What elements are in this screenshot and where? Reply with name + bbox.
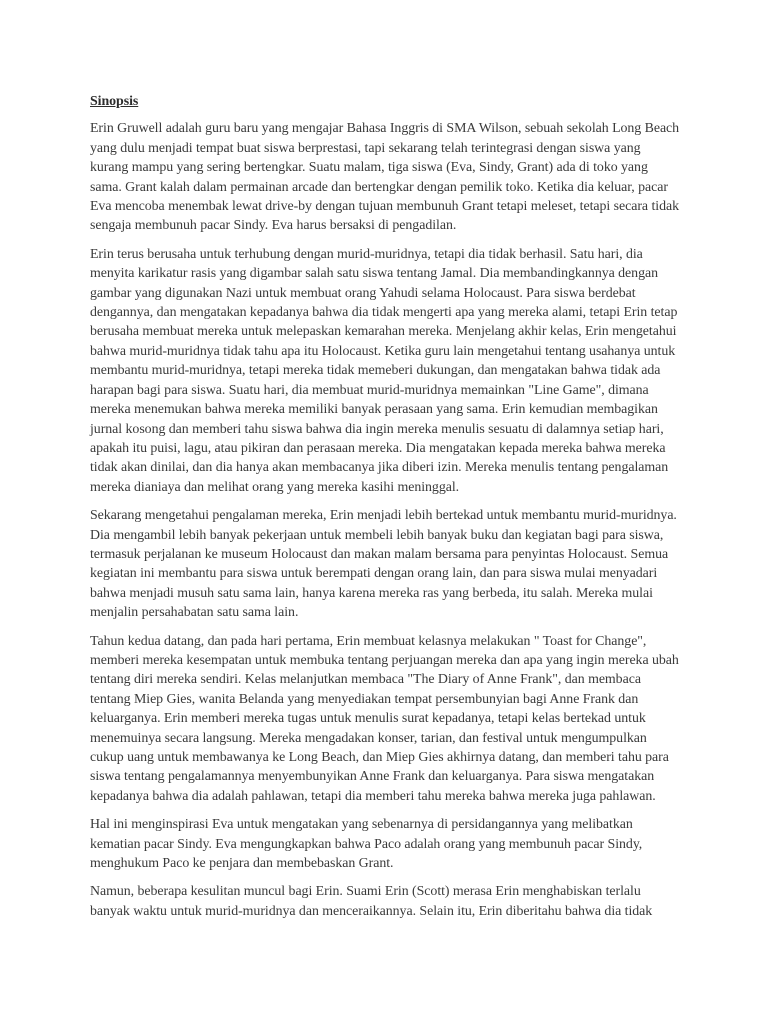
page-title: Sinopsis xyxy=(90,94,139,109)
paragraph-3: Sekarang mengetahui pengalaman mereka, Erin menjadi lebih bertekad untuk membantu murid-muridnya. Dia mengambil lebih banyak pekerjaan untuk membeli lebih banyak buku dan kegiatan bagi para siswa, termasuk perjalanan ke museum Holocaust dan makan malam bersama para penyintas Holocaust. Semua kegiatan ini membantu para siswa untuk berempati dengan orang lain, dan para siswa mulai menyadari bahwa menjadi musuh satu sama lain, hanya karena mereka ras yang berbeda, itu salah. Mereka mulai menjalin persahabatan satu sama lain. xyxy=(90,508,677,621)
paragraph-5: Hal ini menginspirasi Eva untuk mengatakan yang sebenarnya di persidangannya yang melibatkan kematian pacar Sindy. Eva mengungkapkan bahwa Paco adalah orang yang membunuh pacar Sindy, menghukum Paco ke penjara dan membebaskan Grant. xyxy=(90,817,643,872)
paragraph-6: Namun, beberapa kesulitan muncul bagi Erin. Suami Erin (Scott) merasa Erin menghabiskan terlalu banyak waktu untuk murid-muridnya dan menceraikannya. Selain itu, Erin diberitahu bahwa dia tidak xyxy=(90,884,653,919)
document-body xyxy=(90,92,680,930)
paragraph-1: Erin Gruwell adalah guru baru yang mengajar Bahasa Inggris di SMA Wilson, sebuah sekolah Long Beach yang dulu menjadi tempat buat siswa berprestasi, tapi sekarang telah terintegrasi dengan siswa yang kurang mampu yang sering bertengkar. Suatu malam, tiga siswa (Eva, Sindy, Grant) ada di toko yang sama. Grant kalah dalam permainan arcade dan bertengkar dengan pemilik toko. Ketika dia keluar, pacar Eva mencoba menembak lewat drive-by dengan tujuan membunuh Grant tetapi meleset, tetapi secara tidak sengaja membunuh pacar Sindy. Eva harus bersaksi di pengadilan. xyxy=(90,121,680,234)
paragraph-4: Tahun kedua datang, dan pada hari pertama, Erin membuat kelasnya melakukan " Toast for Change", memberi mereka kesempatan untuk membuka tentang perjuangan mereka dan apa yang ingin mereka ubah tentang diri mereka sendiri. Kelas melanjutkan membaca "The Diary of Anne Frank", dan membaca tentang Miep Gies, wanita Belanda yang menyediakan tempat persembunyian bagi Anne Frank dan keluarganya. Erin memberi mereka tugas untuk menulis surat kepadanya, tetapi kelas bertekad untuk menemuinya secara langsung. Mereka mengadakan konser, tarian, dan festival untuk mengumpulkan cukup uang untuk membawanya ke Long Beach, dan Miep Gies akhirnya datang, dan memberi tahu para siswa tentang pengalamannya menyembunyikan Anne Frank dan keluarganya. Para siswa mengatakan kepadanya bahwa dia adalah pahlawan, tetapi dia memberi tahu mereka bahwa mereka juga pahlawan. xyxy=(90,633,679,804)
paragraph-2: Erin terus berusaha untuk terhubung dengan murid-muridnya, tetapi dia tidak berhasil. Satu hari, dia menyita karikatur rasis yang digambar salah satu siswa tentang Jamal. Dia membandingkannya dengan gambar yang digunakan Nazi untuk membuat orang Yahudi selama Holocaust. Para siswa berdebat dengannya, dan mengatakan kepadanya bahwa dia tidak mengerti apa yang mereka alami, tetapi Erin tetap berusaha membuat mereka untuk melepaskan kemarahan mereka. Menjelang akhir kelas, Erin mengetahui bahwa murid-muridnya tidak tahu apa itu Holocaust. Ketika guru lain mengetahui tentang usahanya untuk membantu murid-muridnya, tetapi mereka tidak memeberi dukungan, dan mengatakan bahwa tidak ada harapan bagi para siswa. Suatu hari, dia membuat murid-muridnya memainkan "Line Game", dimana mereka menemukan bahwa mereka memiliki banyak perasaan yang sama. Erin kemudian membagikan jurnal kosong dan memberi tahu siswa bahwa dia ingin mereka menulis sesuatu di dalamnya setiap hari, apakah itu puisi, lagu, atau pikiran dan perasaan mereka. Dia mengatakan kepada mereka bahwa mereka tidak akan dinilai, dan dia hanya akan membacanya jika diberi izin. Mereka menulis tentang pengalaman mereka dianiaya dan melihat orang yang mereka kasihi meninggal. xyxy=(90,246,678,495)
